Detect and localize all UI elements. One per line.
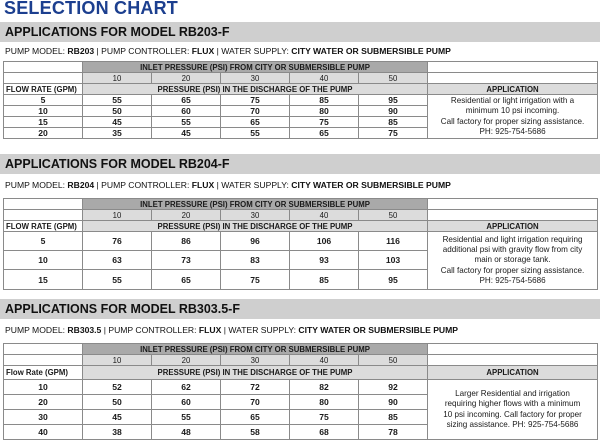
pump-info-line <box>0 180 600 191</box>
inlet-pressure-col: 20 <box>152 210 221 221</box>
pressure-cell: 95 <box>359 95 428 106</box>
application-line: Residential and light irrigation requiring <box>442 234 583 244</box>
pressure-cell: 55 <box>152 117 221 128</box>
pressure-cell: 65 <box>152 270 221 290</box>
section-heading: APPLICATIONS FOR MODEL RB303.5-F <box>0 299 600 319</box>
inlet-pressure-col: 30 <box>221 73 290 84</box>
pressure-cell: 80 <box>290 106 359 117</box>
controller-value: FLUX <box>191 180 215 190</box>
pump-info-line <box>0 46 600 57</box>
table-row <box>4 95 598 106</box>
inlet-pressure-header: INLET PRESSURE (PSI) FROM CITY OR SUBMERSIBLE PUMP <box>83 62 428 73</box>
inlet-pressure-header: INLET PRESSURE (PSI) FROM CITY OR SUBMERSIBLE PUMP <box>83 344 428 355</box>
pump-info-line <box>0 325 600 336</box>
inlet-pressure-col: 50 <box>359 210 428 221</box>
pressure-cell: 38 <box>83 425 152 440</box>
pressure-cell: 68 <box>290 425 359 440</box>
pressure-cell: 83 <box>221 251 290 270</box>
pressure-cell: 45 <box>83 117 152 128</box>
application-line: PH: 925-754-5686 <box>479 275 546 285</box>
application-line: sizing assistance. PH: 925-754-5686 <box>446 419 579 429</box>
pressure-cell: 106 <box>290 232 359 251</box>
pressure-cell: 75 <box>221 270 290 290</box>
pressure-cell: 72 <box>221 380 290 395</box>
pressure-cell: 85 <box>359 117 428 128</box>
table-row <box>4 232 598 251</box>
selection-table <box>3 61 598 139</box>
controller-label: | PUMP CONTROLLER: <box>101 325 199 335</box>
flow-rate-cell: 10 <box>4 106 83 117</box>
flow-rate-cell: 5 <box>4 95 83 106</box>
flow-rate-cell: 10 <box>4 251 83 270</box>
discharge-pressure-header: PRESSURE (PSI) IN THE DISCHARGE OF THE PUMP <box>83 221 428 232</box>
inlet-pressure-col: 20 <box>152 355 221 366</box>
pressure-cell: 35 <box>83 128 152 139</box>
pressure-cell: 90 <box>359 106 428 117</box>
flow-rate-cell: 20 <box>4 395 83 410</box>
pressure-cell: 63 <box>83 251 152 270</box>
application-line: requiring higher flows with a minimum <box>444 399 581 409</box>
pump-model-label: PUMP MODEL: <box>5 180 68 190</box>
flow-rate-header: FLOW RATE (GPM) <box>4 221 83 232</box>
controller-value: FLUX <box>198 325 222 335</box>
controller-label: | PUMP CONTROLLER: <box>94 180 192 190</box>
pressure-cell: 58 <box>221 425 290 440</box>
flow-rate-cell: 15 <box>4 117 83 128</box>
pressure-cell: 55 <box>221 128 290 139</box>
section-rb303-5 <box>0 299 600 440</box>
pressure-cell: 80 <box>290 395 359 410</box>
application-line: Larger Residential and irrigation <box>455 389 570 399</box>
inlet-pressure-col: 30 <box>221 355 290 366</box>
inlet-pressure-col: 10 <box>83 73 152 84</box>
discharge-pressure-header: PRESSURE (PSI) IN THE DISCHARGE OF THE PUMP <box>83 366 428 380</box>
pressure-cell: 86 <box>152 232 221 251</box>
pressure-cell: 70 <box>221 106 290 117</box>
flow-rate-cell: 15 <box>4 270 83 290</box>
pressure-cell: 45 <box>152 128 221 139</box>
controller-label: | PUMP CONTROLLER: <box>94 46 192 56</box>
application-line: additional psi with gravity flow from city <box>442 245 583 255</box>
pump-model-label: PUMP MODEL: <box>5 46 68 56</box>
inlet-pressure-col: 40 <box>290 355 359 366</box>
pressure-cell: 65 <box>152 95 221 106</box>
pressure-cell: 45 <box>83 410 152 425</box>
application-line: minimum 10 psi incoming. <box>465 106 560 116</box>
flow-rate-cell: 5 <box>4 232 83 251</box>
inlet-pressure-col: 40 <box>290 73 359 84</box>
pressure-cell: 90 <box>359 395 428 410</box>
page-title: SELECTION CHART <box>4 0 178 18</box>
application-header: APPLICATION <box>428 366 598 380</box>
section-rb203 <box>0 22 600 139</box>
water-supply-value: CITY WATER OR SUBMERSIBLE PUMP <box>298 325 459 335</box>
pressure-cell: 60 <box>152 395 221 410</box>
pressure-cell: 62 <box>152 380 221 395</box>
section-heading: APPLICATIONS FOR MODEL RB204-F <box>0 154 600 174</box>
pressure-cell: 75 <box>290 410 359 425</box>
pressure-cell: 75 <box>221 95 290 106</box>
inlet-pressure-col: 50 <box>359 355 428 366</box>
application-header: APPLICATION <box>428 84 598 95</box>
pressure-cell: 70 <box>221 395 290 410</box>
pressure-cell: 50 <box>83 395 152 410</box>
water-supply-value: CITY WATER OR SUBMERSIBLE PUMP <box>291 180 451 190</box>
pressure-cell: 103 <box>359 251 428 270</box>
application-description <box>428 380 598 440</box>
pump-model-label: PUMP MODEL: <box>5 325 68 335</box>
pressure-cell: 75 <box>290 117 359 128</box>
pressure-cell: 48 <box>152 425 221 440</box>
flow-rate-header: Flow Rate (GPM) <box>4 366 83 380</box>
application-line: Call factory for proper sizing assistance. <box>440 265 585 275</box>
pressure-cell: 50 <box>83 106 152 117</box>
water-supply-label: | WATER SUPPLY: <box>214 180 292 190</box>
flow-rate-cell: 20 <box>4 128 83 139</box>
pressure-cell: 60 <box>152 106 221 117</box>
pressure-cell: 82 <box>290 380 359 395</box>
inlet-pressure-col: 10 <box>83 210 152 221</box>
table-row <box>4 380 598 395</box>
inlet-pressure-col: 30 <box>221 210 290 221</box>
inlet-pressure-col: 10 <box>83 355 152 366</box>
selection-table <box>3 343 598 440</box>
pressure-cell: 85 <box>290 270 359 290</box>
application-line: 10 psi incoming. Call factory for proper <box>443 409 582 419</box>
selection-table <box>3 198 598 290</box>
pressure-cell: 96 <box>221 232 290 251</box>
flow-rate-cell: 30 <box>4 410 83 425</box>
water-supply-value: CITY WATER OR SUBMERSIBLE PUMP <box>291 46 451 56</box>
flow-rate-cell: 10 <box>4 380 83 395</box>
pump-model-value: RB303.5 <box>67 325 102 335</box>
application-header: APPLICATION <box>428 221 598 232</box>
application-description <box>428 95 598 139</box>
pressure-cell: 65 <box>221 410 290 425</box>
pressure-cell: 73 <box>152 251 221 270</box>
flow-rate-header: FLOW RATE (GPM) <box>4 84 83 95</box>
pressure-cell: 55 <box>83 95 152 106</box>
flow-rate-cell: 40 <box>4 425 83 440</box>
discharge-pressure-header: PRESSURE (PSI) IN THE DISCHARGE OF THE PUMP <box>83 84 428 95</box>
water-supply-label: | WATER SUPPLY: <box>221 325 299 335</box>
pressure-cell: 75 <box>359 128 428 139</box>
pressure-cell: 55 <box>152 410 221 425</box>
pressure-cell: 93 <box>290 251 359 270</box>
application-line: main or storage tank. <box>474 255 551 265</box>
pressure-cell: 85 <box>290 95 359 106</box>
inlet-pressure-col: 20 <box>152 73 221 84</box>
inlet-pressure-col: 40 <box>290 210 359 221</box>
pressure-cell: 116 <box>359 232 428 251</box>
pressure-cell: 85 <box>359 410 428 425</box>
pressure-cell: 65 <box>221 117 290 128</box>
pressure-cell: 95 <box>359 270 428 290</box>
application-line: Residential or light irrigation with a <box>450 96 575 106</box>
pressure-cell: 78 <box>359 425 428 440</box>
application-line: Call factory for proper sizing assistance. <box>440 116 585 126</box>
application-description <box>428 232 598 290</box>
pump-model-value: RB203 <box>67 46 95 56</box>
pressure-cell: 65 <box>290 128 359 139</box>
application-line: PH: 925-754-5686 <box>479 126 546 136</box>
pump-model-value: RB204 <box>67 180 95 190</box>
inlet-pressure-header: INLET PRESSURE (PSI) FROM CITY OR SUBMERSIBLE PUMP <box>83 199 428 210</box>
pressure-cell: 55 <box>83 270 152 290</box>
inlet-pressure-col: 50 <box>359 73 428 84</box>
water-supply-label: | WATER SUPPLY: <box>214 46 292 56</box>
section-heading: APPLICATIONS FOR MODEL RB203-F <box>0 22 600 42</box>
pressure-cell: 52 <box>83 380 152 395</box>
section-rb204 <box>0 154 600 290</box>
pressure-cell: 76 <box>83 232 152 251</box>
pressure-cell: 92 <box>359 380 428 395</box>
controller-value: FLUX <box>191 46 215 56</box>
